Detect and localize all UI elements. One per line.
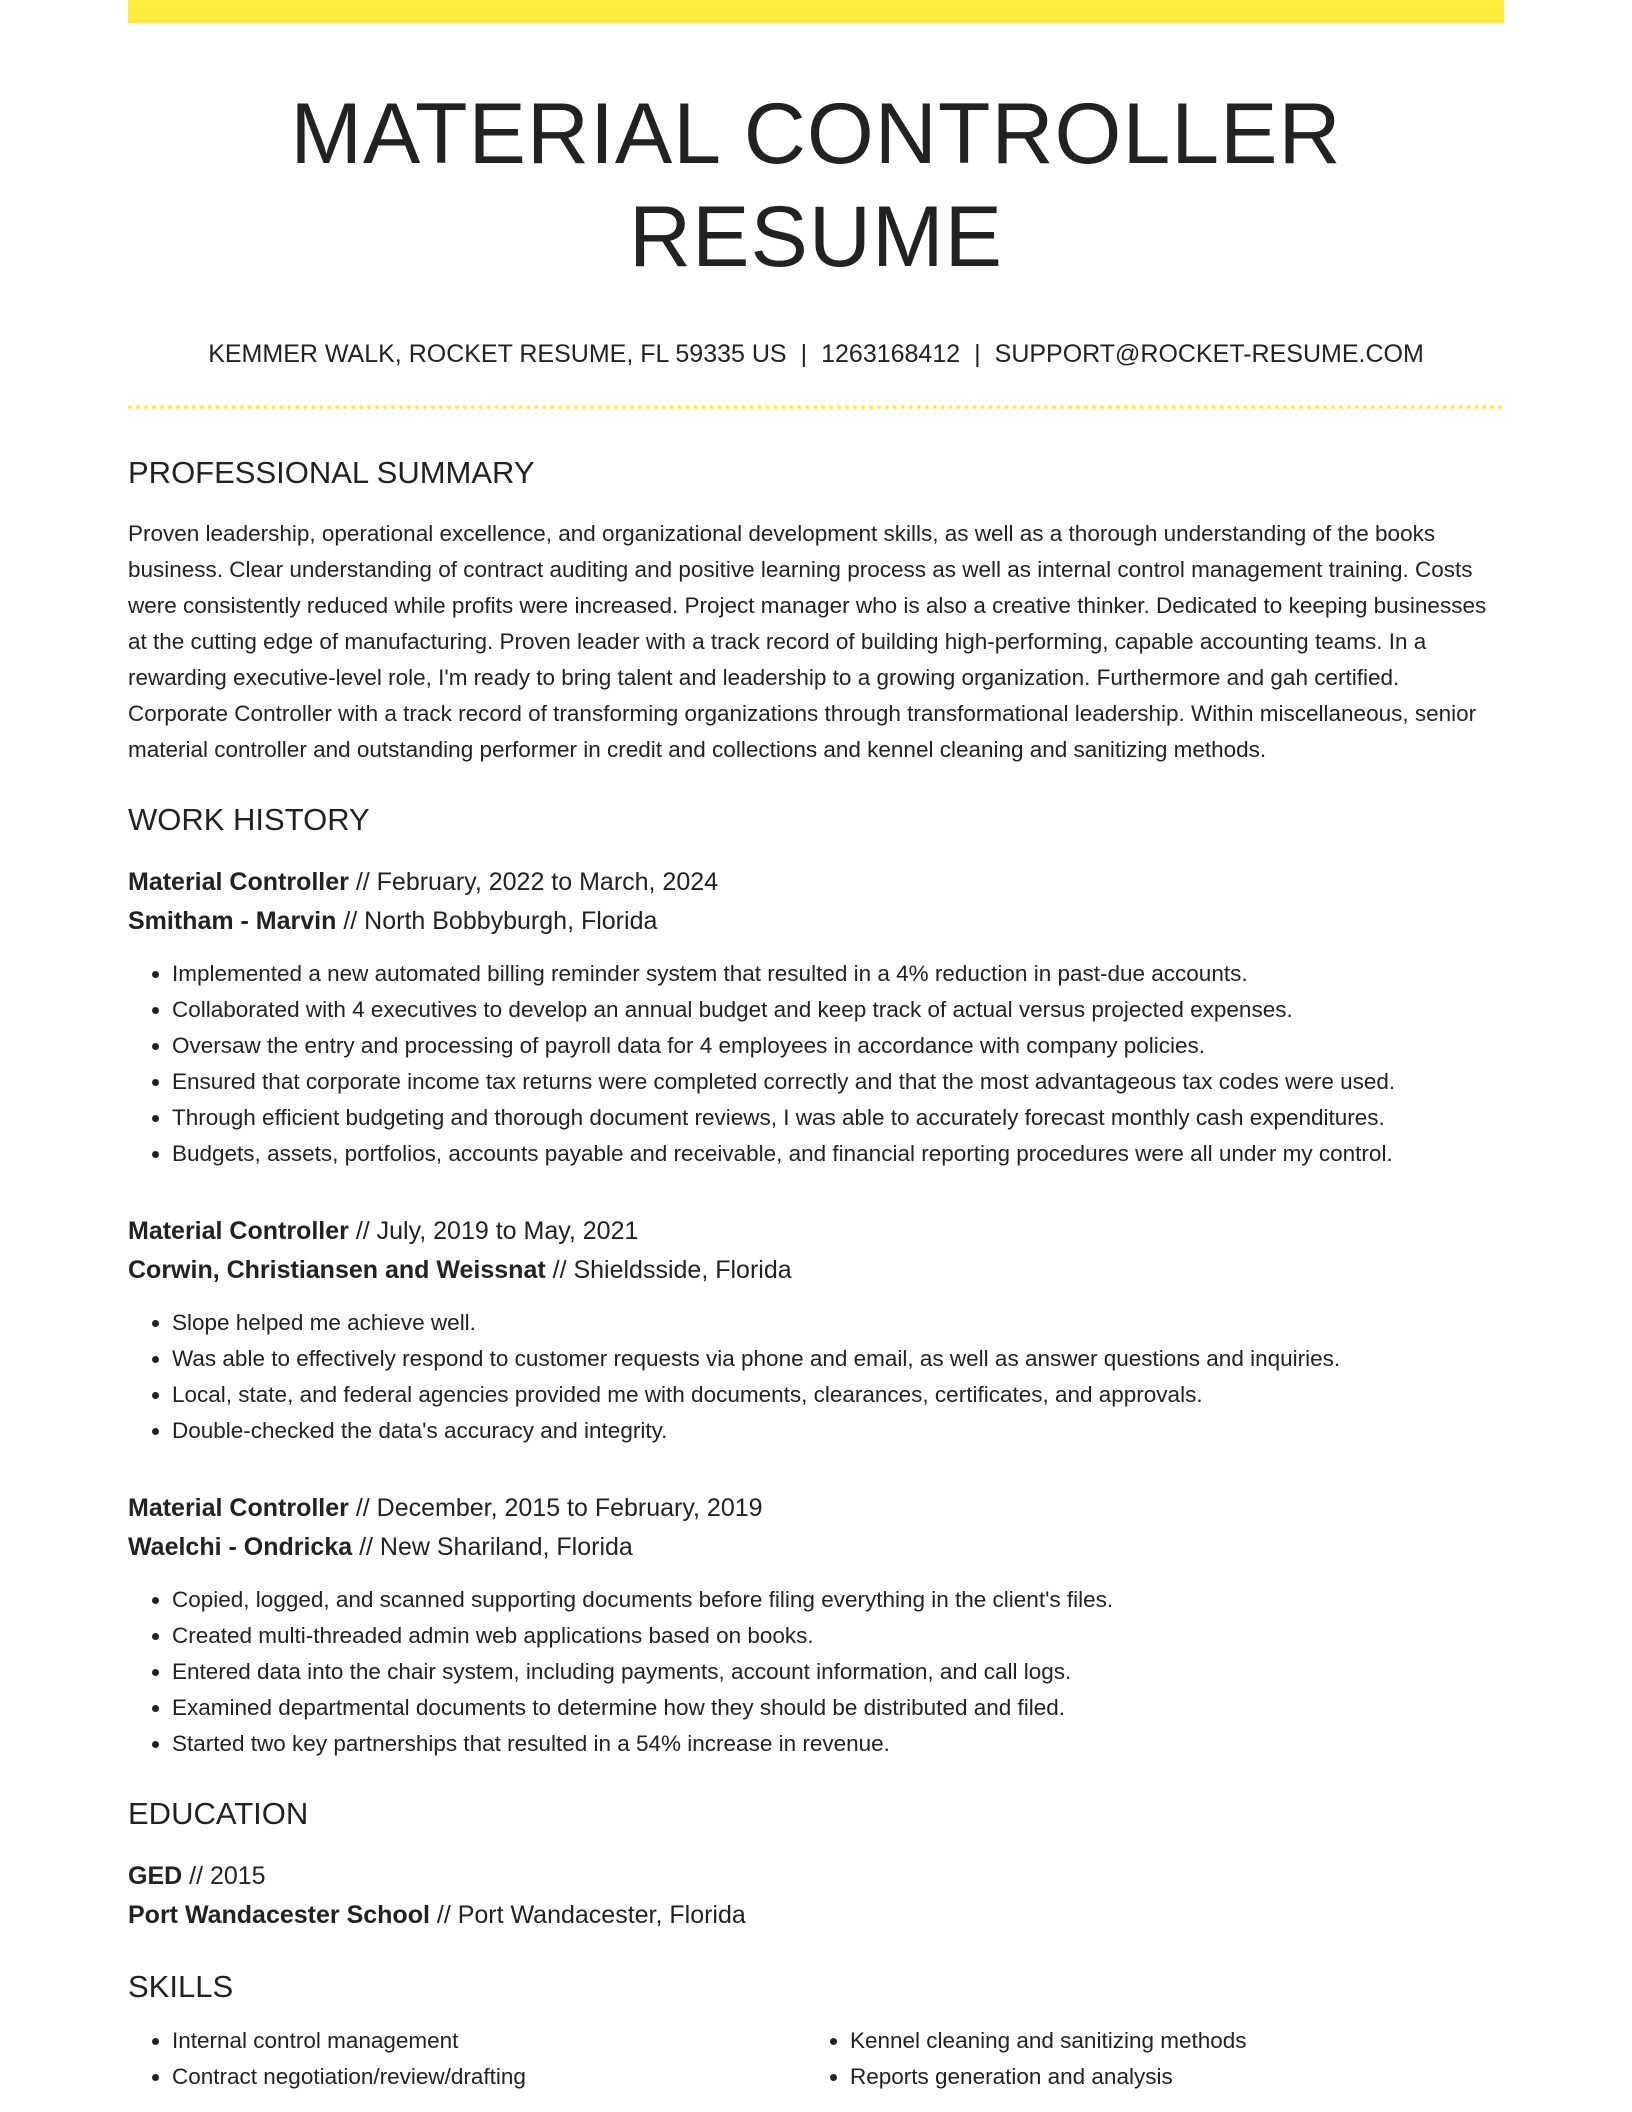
list-item: • Created multi-threaded admin web applications based on books.	[172, 1618, 1504, 1654]
job-entry	[128, 1489, 1504, 1762]
list-item: • Double-checked the data's accuracy and integrity.	[172, 1413, 1504, 1449]
contact-email: SUPPORT@ROCKET-RESUME.COM	[994, 340, 1424, 369]
degree-year: // 2015	[182, 1861, 266, 1890]
list-item: • Local, state, and federal agencies provided me with documents, clearances, certificates, and approvals.	[172, 1377, 1504, 1413]
skills-column-right	[806, 2023, 1484, 2095]
job-title: Material Controller	[128, 1493, 349, 1522]
skills-bullets-right	[806, 2023, 1484, 2095]
education-entry	[128, 1857, 1504, 1935]
contact-phone: 1263168412	[821, 340, 961, 369]
school-name: Port Wandacester School	[128, 1900, 430, 1929]
list-item: • Copied, logged, and scanned supporting documents before filing everything in the client's files.	[172, 1582, 1504, 1618]
job-company: Corwin, Christiansen and Weissnat	[128, 1255, 546, 1284]
skills-list	[128, 2023, 1504, 2095]
list-item: • Was able to effectively respond to customer requests via phone and email, as well as answer questions and inquiries.	[172, 1341, 1504, 1377]
degree: GED	[128, 1861, 183, 1890]
list-item: • Slope helped me achieve well.	[172, 1305, 1504, 1341]
job-title-line	[128, 1489, 1504, 1528]
job-entry	[128, 1212, 1504, 1449]
job-company: Waelchi - Ondricka	[128, 1532, 353, 1561]
summary-text: Proven leadership, operational excellence, and organizational development skills, as well as a thorough understanding of the books business. Clear understanding of contract auditing and positive learning process as well as internal control management training. Costs were consistently reduced while profits were increased. Project manager who is also a creative thinker. Dedicated to keeping businesses at the cutting edge of manufacturing. Proven leader with a track record of building high-performing, capable accounting teams. In a rewarding executive-level role, I'm ready to bring talent and leadership to a growing organization. Furthermore and gah certified. Corporate Controller with a track record of transforming organizations through transformational leadership. Within miscellaneous, senior material controller and outstanding performer in credit and collections and kennel cleaning and sanitizing methods.	[128, 520, 1487, 762]
job-location: // North Bobbyburgh, Florida	[336, 906, 658, 935]
job-company: Smitham - Marvin	[128, 906, 337, 935]
list-item: • Oversaw the entry and processing of payroll data for 4 employees in accordance with company policies.	[172, 1028, 1504, 1064]
skills-bullets-left	[128, 2023, 806, 2095]
dotted-divider	[128, 405, 1504, 409]
school-line	[128, 1896, 1504, 1935]
list-item: • Entered data into the chair system, including payments, account information, and call logs.	[172, 1654, 1504, 1690]
contact-address: KEMMER WALK, ROCKET RESUME, FL 59335 US	[208, 340, 787, 369]
job-title-line	[128, 863, 1504, 902]
list-item: • Through efficient budgeting and thorough document reviews, I was able to accurately forecast monthly cash expenditures.	[172, 1100, 1504, 1136]
skill-item: • Internal control management	[172, 2023, 806, 2059]
job-title-line	[128, 1212, 1504, 1251]
job-bullets	[128, 1582, 1504, 1762]
education-heading: EDUCATION	[128, 1795, 309, 1831]
resume-title: MATERIAL CONTROLLER RESUME	[290, 86, 1342, 286]
list-item: • Budgets, assets, portfolios, accounts payable and receivable, and financial reporting procedures were all under my control.	[172, 1136, 1504, 1172]
list-item: • Examined departmental documents to determine how they should be distributed and filed.	[172, 1690, 1504, 1726]
job-title: Material Controller	[128, 1216, 349, 1245]
skills-heading: SKILLS	[128, 1968, 234, 2004]
job-bullets	[128, 1305, 1504, 1449]
work-history-heading: WORK HISTORY	[128, 801, 370, 837]
skills-column-left	[128, 2023, 806, 2095]
contact-line	[128, 339, 1504, 369]
job-entry	[128, 863, 1504, 1172]
resume-page	[128, 0, 1504, 2095]
list-item: • Started two key partnerships that resulted in a 54% increase in revenue.	[172, 1726, 1504, 1762]
job-company-line	[128, 1251, 1504, 1290]
degree-line	[128, 1857, 1504, 1896]
list-item: • Ensured that corporate income tax returns were completed correctly and that the most advantageous tax codes were used.	[172, 1064, 1504, 1100]
accent-top-bar	[128, 0, 1504, 23]
job-dates: // February, 2022 to March, 2024	[348, 867, 719, 896]
school-location: // Port Wandacester, Florida	[429, 1900, 746, 1929]
summary-heading: PROFESSIONAL SUMMARY	[128, 455, 535, 491]
job-location: // Shieldsside, Florida	[545, 1255, 792, 1284]
skill-item: • Kennel cleaning and sanitizing methods	[850, 2023, 1484, 2059]
contact-separator: |	[974, 340, 981, 369]
job-dates: // December, 2015 to February, 2019	[348, 1493, 763, 1522]
job-company-line	[128, 902, 1504, 941]
contact-separator: |	[800, 340, 808, 369]
list-item: • Collaborated with 4 executives to develop an annual budget and keep track of actual versus projected expenses.	[172, 992, 1504, 1028]
list-item: • Implemented a new automated billing reminder system that resulted in a 4% reduction in past-due accounts.	[172, 956, 1504, 992]
skill-item: • Reports generation and analysis	[850, 2059, 1484, 2095]
job-bullets	[128, 956, 1504, 1172]
skill-item: • Contract negotiation/review/drafting	[172, 2059, 806, 2095]
job-title: Material Controller	[128, 867, 349, 896]
job-dates: // July, 2019 to May, 2021	[348, 1216, 639, 1245]
job-location: // New Shariland, Florida	[352, 1532, 633, 1561]
job-company-line	[128, 1528, 1504, 1567]
